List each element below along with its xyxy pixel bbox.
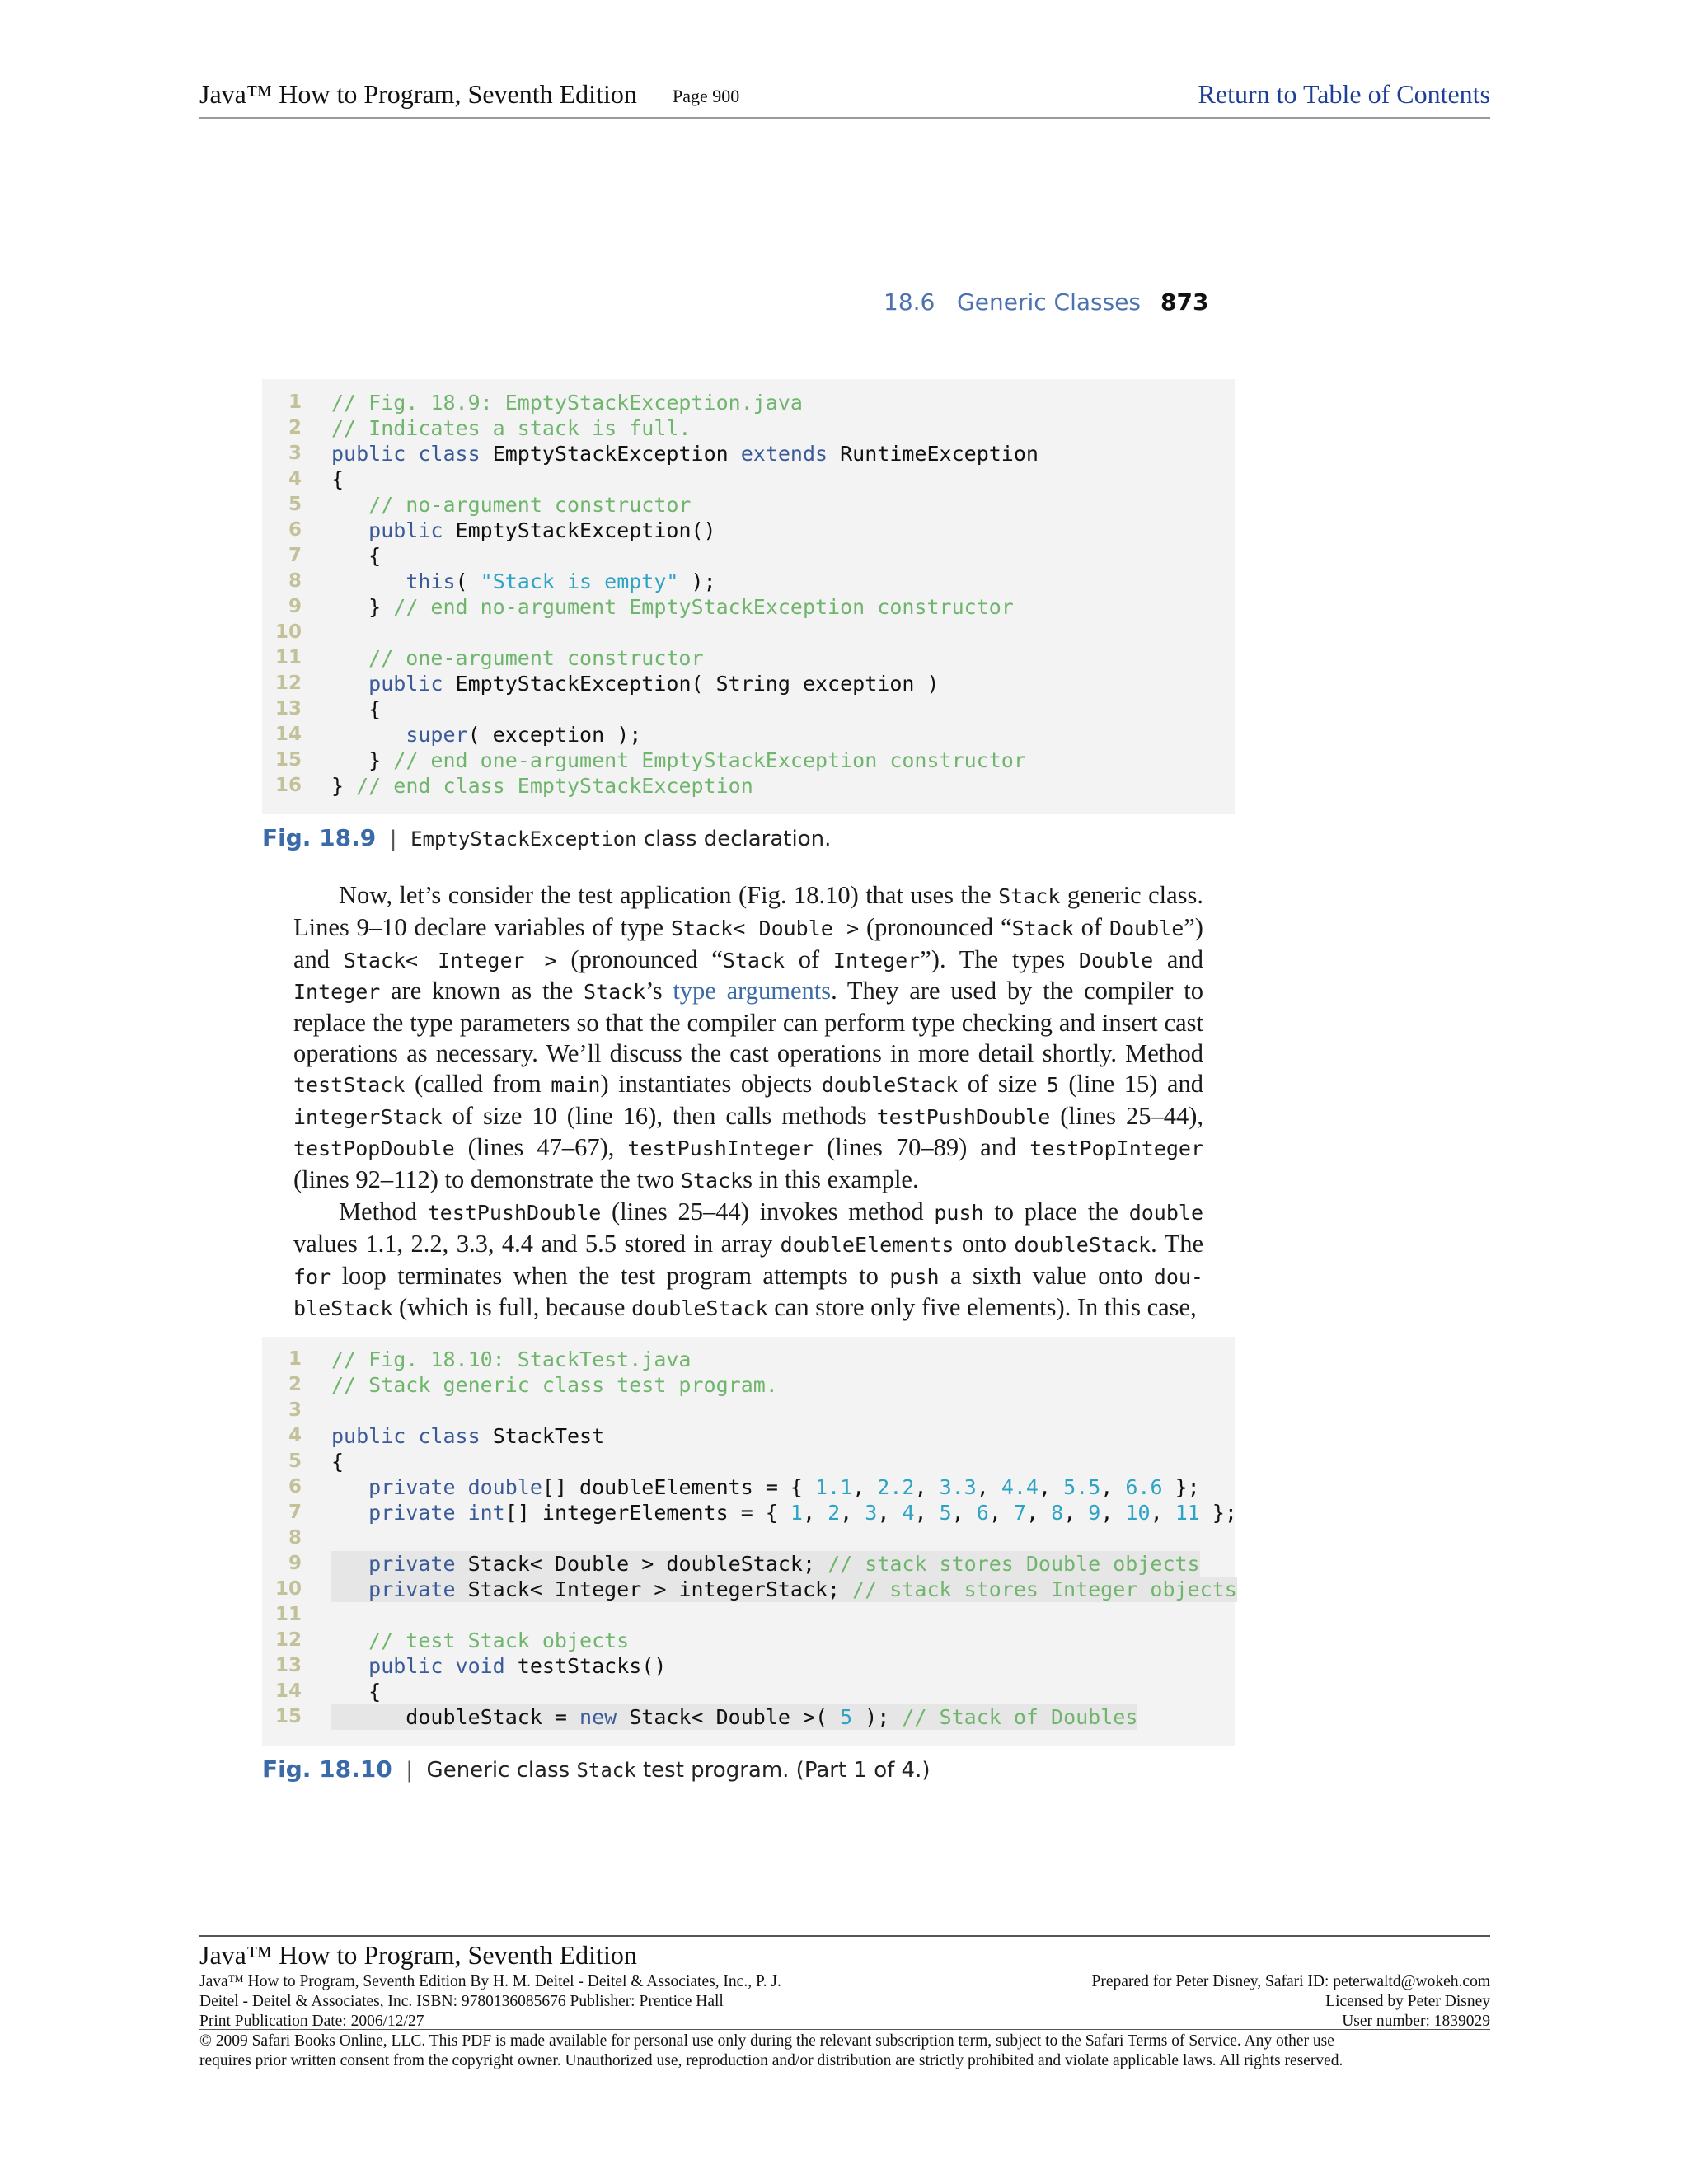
code-line: // test Stack objects [331,1629,630,1652]
line-number: 3 [288,443,302,464]
line-number: 6 [288,519,302,541]
code-line: public EmptyStackException( String exception ) [368,672,940,696]
caption-code: EmptyStackException [410,827,637,851]
line-number: 15 [274,749,302,771]
line-number: 4 [288,468,302,490]
code-line: { [331,467,345,491]
line-number: 9 [288,1553,302,1574]
footer-copyright: © 2009 Safari Books Online, LLC. This PDF is made available for personal use only during the relevant subscription term, subject to the Safari Terms of Service. Any other use [199,2032,1334,2050]
line-number: 11 [274,1604,302,1625]
figure-label: Fig. 18.10 [262,1755,392,1783]
line-number: 14 [274,724,302,745]
figure-caption-18-10: Fig. 18.10 | Generic class Stack test program. (Part 1 of 4.) [262,1755,931,1783]
page-footer [199,1935,1490,2069]
line-number: 9 [288,596,302,617]
figure-label: Fig. 18.9 [262,824,377,851]
code-line: private int[] integerElements = { 1, 2, 3, 4, 5, 6, 7, 8, 9, 10, 11 }; [368,1501,1237,1525]
header-book-title: Java™ How to Program, Seventh Edition [199,79,637,109]
line-number: 12 [274,1629,302,1651]
code-listing-fig-18-10 [262,1337,1235,1746]
section-title: 18.6 Generic Classes [884,288,1142,316]
code-line: { [331,1450,345,1474]
body-text [293,880,1203,1324]
line-number: 3 [288,1399,302,1421]
toc-link[interactable]: Return to Table of Contents [1198,79,1490,109]
code-line: // Indicates a stack is full. [331,416,692,440]
footer-license: Prepared for Peter Disney, Safari ID: peterwaltd@wokeh.com [1091,1973,1490,1990]
caption-text: Generic class [426,1758,577,1783]
code-line: private Stack< Integer > integerStack; // stack stores Integer objects [331,1577,1237,1602]
page-number: 873 [1160,288,1209,316]
line-number: 5 [288,1451,302,1472]
footer-title: Java™ How to Program, Seventh Edition [199,1940,637,1970]
paragraph: Method testPushDouble (lines 25–44) invokes method push to place the double values 1.1, 2.2, 3.3, 4.4 and 5.5 stored in array doubleElements onto doubleStack. The for loop terminates when the test program attempts to push a sixth value onto dou-bleStack (which is full, because doubleStack can store only five elements). In this case, [293,1197,1203,1322]
caption-code: Stack [576,1759,636,1782]
caption-text: test program. (Part 1 of 4.) [635,1758,931,1783]
code-line: super( exception ); [406,723,642,747]
line-number: 7 [288,545,302,566]
code-line: public class StackTest [331,1424,605,1448]
figure-caption-18-9: Fig. 18.9 | EmptyStackException class declaration. [262,824,832,851]
footer-credit: Print Publication Date: 2006/12/27 [199,2013,424,2030]
code-line: public class EmptyStackException extends RuntimeException [331,442,1039,466]
line-number: 2 [288,1374,302,1395]
code-line: } // end class EmptyStackException [331,774,753,798]
line-number: 5 [288,494,302,515]
line-number: 14 [274,1680,302,1702]
code-line: // Fig. 18.9: EmptyStackException.java [331,391,803,415]
line-number: 11 [274,647,302,668]
line-number: 7 [288,1502,302,1523]
code-line: // Fig. 18.10: StackTest.java [331,1347,692,1371]
paragraph: Now, let’s consider the test application (Fig. 18.10) that uses the Stack generic class. Lines 9–10 declare variables of type Stack< Double > (pronounced “Stack of Double”) and Stack< Integer > (pronounced “Stack of Integer”). The types Double and Integer are known as the Stack’s type arguments. They are used by the compiler to replace the type parameters so that the compiler can perform type checking and insert cast operations as necessary. We’ll discuss the cast operations in more detail shortly. Method testStack (called from main) instantiates objects doubleStack of size 5 (line 15) and integerStack of size 10 (line 16), then calls methods testPushDouble (lines 25–44), testPopDouble (lines 47–67), testPushInteger (lines 70–89) and testPopInteger (lines 92–112) to demonstrate the two Stacks in this example. [293,881,1204,1194]
code-listing-fig-18-9 [262,379,1235,814]
footer-license: User number: 1839029 [1342,2013,1490,2030]
code-line: { [331,697,382,721]
code-line: // one-argument constructor [331,646,704,670]
line-number: 8 [288,1527,302,1549]
line-number: 13 [274,698,302,719]
footer-license: Licensed by Peter Disney [1325,1993,1490,2010]
code-line: doubleStack = new Stack< Double >( 5 ); // Stack of Doubles [331,1705,1138,1729]
header-page-label: Page 900 [673,86,740,106]
code-line: public void testStacks() [368,1654,667,1678]
code-line: private double[] doubleElements = { 1.1, 2.2, 3.3, 4.4, 5.5, 6.6 }; [368,1475,1200,1499]
footer-copyright: requires prior written consent from the copyright owner. Unauthorized use, reproduction and/or distribution are strictly prohibited and violate applicable laws. All rights reserved. [199,2052,1343,2069]
footer-credit: Deitel - Deitel & Associates, Inc. ISBN: 9780136085676 Publisher: Prentice Hall [199,1993,724,2010]
code-line: { [331,1680,382,1704]
key-term: type arguments [673,977,832,1005]
line-number: 1 [288,391,302,413]
footer-divider [199,2029,1490,2030]
code-line: { [331,544,382,568]
code-line: } // end no-argument EmptyStackException constructor [331,595,1014,619]
code-line: } // end one-argument EmptyStackException constructor [331,748,1026,772]
line-number: 8 [288,570,302,592]
line-number: 10 [274,1578,302,1600]
footer-credit: Java™ How to Program, Seventh Edition By H. M. Deitel - Deitel & Associates, Inc., P. J. [199,1973,781,1990]
line-number: 15 [274,1706,302,1727]
line-number: 6 [288,1476,302,1497]
line-number: 10 [274,621,302,643]
code-line: public EmptyStackException() [368,518,716,542]
caption-text: class declaration. [636,827,832,851]
line-number: 4 [288,1425,302,1446]
code-line: // no-argument constructor [331,493,692,517]
line-number: 2 [288,417,302,438]
code-line: private Stack< Double > doubleStack; // stack stores Double objects [331,1551,1200,1577]
page-header [199,76,1490,119]
line-number: 13 [274,1655,302,1676]
line-number: 16 [274,775,302,796]
code-line: // Stack generic class test program. [331,1373,778,1397]
code-line: this( "Stack is empty" ); [406,569,716,593]
line-number: 1 [288,1348,302,1370]
line-number: 12 [274,673,302,694]
